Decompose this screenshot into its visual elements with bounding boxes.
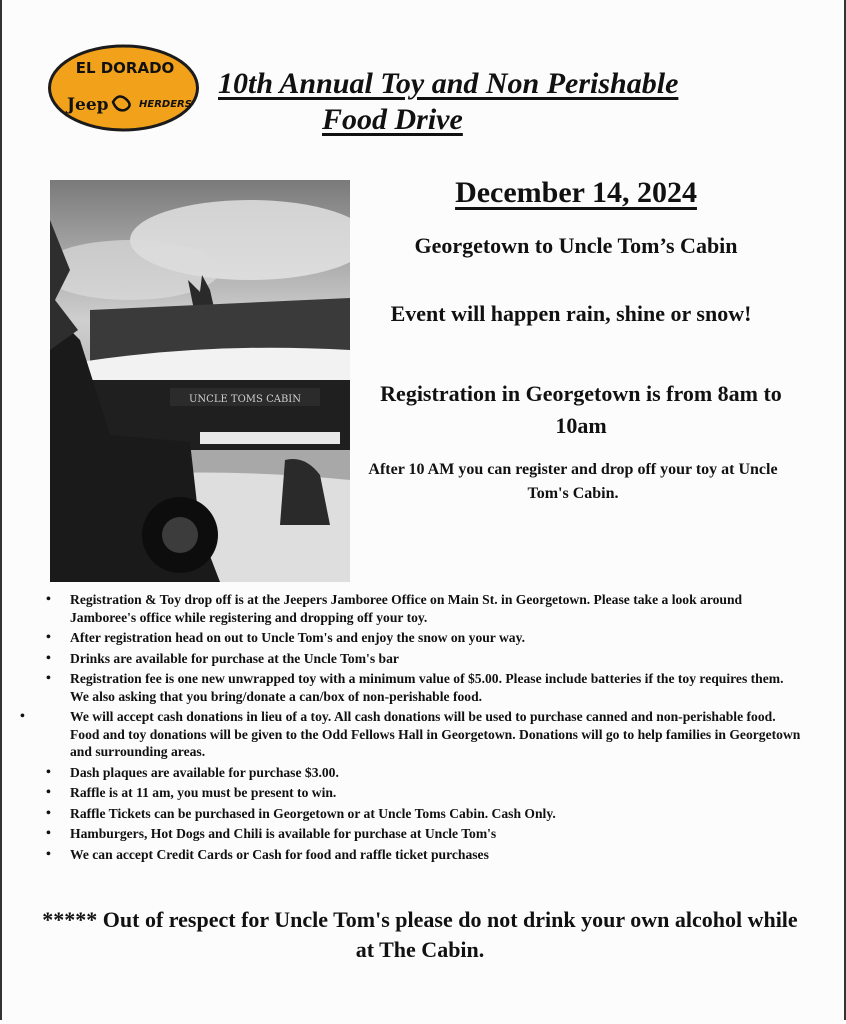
title-line-1: 10th Annual Toy and Non Perishable bbox=[218, 67, 679, 100]
weather-note: Event will happen rain, shine or snow! bbox=[390, 301, 752, 326]
list-item: • We can accept Credit Cards or Cash for food and raffle ticket purchases bbox=[42, 846, 802, 864]
cabin-photo bbox=[50, 180, 350, 582]
logo-top-text: EL DORADO bbox=[75, 59, 175, 77]
logo-left-text: Jeep bbox=[67, 95, 109, 115]
el-dorado-jeep-herders-logo bbox=[47, 44, 200, 132]
list-item: • Raffle Tickets can be purchased in Georgetown or at Uncle Toms Cabin. Cash Only. bbox=[42, 805, 802, 823]
list-item: • Registration fee is one new unwrapped toy with a minimum value of $5.00. Please include batteries if the toy requires them. We also asking that you bring/donate a can/box of non-perishable food. bbox=[42, 670, 802, 705]
registration-time: Registration in Georgetown is from 8am to 10am bbox=[380, 381, 782, 438]
title-line-2: Food Drive bbox=[322, 103, 463, 136]
list-item: • Hamburgers, Hot Dogs and Chili is available for purchase at Uncle Tom's bbox=[42, 825, 802, 843]
list-item: • Dash plaques are available for purchase $3.00. bbox=[42, 764, 802, 782]
list-item: • Raffle is at 11 am, you must be present to win. bbox=[42, 784, 802, 802]
event-route: Georgetown to Uncle Tom’s Cabin bbox=[414, 233, 738, 258]
list-item: • We will accept cash donations in lieu of a toy. All cash donations will be used to purchase canned and non-perishable food. Food and toy donations will be given to the Odd Fellows Hall in Georgetown. Donations will go to help families in Georgetown and surrounding areas. bbox=[42, 708, 802, 761]
list-item: • After registration head on out to Uncle Tom's and enjoy the snow on your way. bbox=[42, 629, 802, 647]
after-10-note: After 10 AM you can register and drop off your toy at Uncle Tom's Cabin. bbox=[368, 461, 778, 502]
list-item: • Drinks are available for purchase at the Uncle Tom's bar bbox=[42, 650, 802, 668]
list-item: • Registration & Toy drop off is at the Jeepers Jamboree Office on Main St. in Georgetown. Please take a look around Jamboree's office while registering and dropping off your toy. bbox=[42, 591, 802, 626]
rules-list bbox=[42, 591, 802, 866]
event-date: December 14, 2024 bbox=[455, 176, 697, 209]
alcohol-notice: ***** Out of respect for Uncle Tom's please do not drink your own alcohol while at The Cabin. bbox=[42, 907, 798, 962]
logo-right-text: HERDERS bbox=[139, 99, 192, 110]
cabin-sign-text: UNCLE TOMS CABIN bbox=[188, 394, 302, 405]
page-title bbox=[215, 66, 775, 138]
